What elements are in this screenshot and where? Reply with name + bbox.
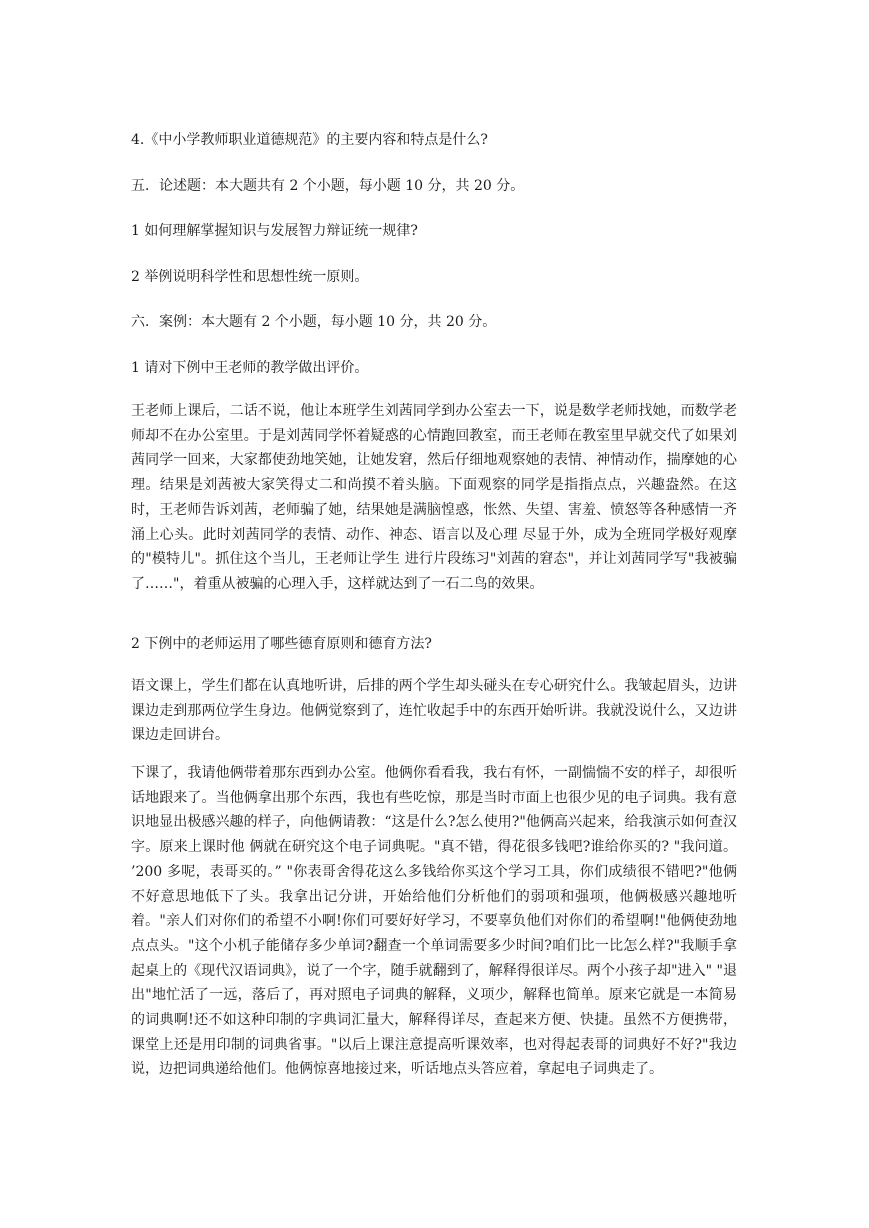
case-question-2: 2 下例中的老师运用了哪些德育原则和德育方法? <box>131 636 432 652</box>
essay-question-1: 1 如何理解掌握知识与发展智力辩证统一规律? <box>131 223 418 239</box>
section-six-heading: 六．案例：本大题有 2 个小题，每小题 10 分，共 20 分。 <box>131 314 497 330</box>
section-five-heading: 五．论述题：本大题共有 2 个小题，每小题 10 分，共 20 分。 <box>131 178 525 194</box>
case-question-1: 1 请对下例中王老师的教学做出评价。 <box>131 360 369 376</box>
case-2-paragraph-2: 下课了，我请他俩带着那东西到办公室。他俩你看看我，我右有怀，一副惴惴不安的样子，却很听话地跟来了。当他俩拿出那个东西，我也有些吃惊，那是当时市面上也很少见的电子词典。我有意识地显出极感兴趣的样子，向他俩请教：“这是什么?怎么使用?"他俩高兴起来，给我演示如何查汉字。原来上课时他 俩就在研究这个电子词典呢。"真不错，得花很多钱吧?谁给你买的? "我问道。 ’200 多呢，表哥买的。” "你表哥舍得花这么多钱给你买这个学习工具，你们成绩很不错吧?"他俩不好意思地低下了头。我拿出记分讲，开始给他们分析他们的弱项和强项，他俩极感兴趣地听着。"亲人们对你们的希望不小啊!你们可要好好学习，不要辜负他们对你们的希望啊!"他俩使劲地点点头。"这个小机子能储存多少单词?翻查一个单词需要多少时间?咱们比一比怎么样?"我顺手拿起桌上的《现代汉语词典》，说了一个字，随手就翻到了，解释得很详尽。两个小孩子却"进入" "退出"地忙活了一远，落后了，再对照电子词典的解释，义项少，解释也简单。原来它就是一本简易的词典啊!还不如这种印制的字典词汇量大，解释得详尽，查起来方便、快捷。虽然不方便携带，课堂上还是用印制的词典省事。"以后上课注意提高听课效率，也对得起表哥的词典好不好?"我边说，边把词典递给他们。他俩惊喜地接过来，听话地点头答应着，拿起电子词典走了。 <box>131 765 737 1078</box>
essay-question-2: 2 举例说明科学性和思想性统一原则。 <box>131 269 369 285</box>
case-1-paragraph: 王老师上课后，二话不说，他让本班学生刘茜同学到办公室去一下，说是数学老师找她，而数学老师却不在办公室里。于是刘茜同学怀着疑惑的心情跑回教室，而王老师在教室里早就交代了如果刘茜同学一回来，大家都使劲地笑她，让她发窘，然后仔细地观察她的表情、神情动作，揣摩她的心理。结果是刘茜被大家笑得丈二和尚摸不着头脑。下面观察的同学是指指点点，兴趣盎然。在这时，王老师告诉刘茜，老师骗了她，结果她是满脑惶惑，怅然、失望、害羞、愤怒等各种感情一齐涌上心头。此时刘茜同学的表情、动作、神态、语言以及心理 尽显于外，成为全班同学极好观摩的"模特儿"。抓住这个当儿，王老师让学生 进行片段练习"刘茜的窘态"，并让刘茜同学写"我被骗了……"，着重从被骗的心理入手，这样就达到了一石二鸟的效果。 <box>131 403 737 592</box>
question-4: 4.《中小学教师职业道德规范》的主要内容和特点是什么? <box>131 132 488 148</box>
case-2-paragraph-1: 语文课上，学生们都在认真地听讲，后排的两个学生却头碰头在专心研究什么。我皱起眉头，边讲课边走到那两位学生身边。他俩觉察到了，连忙收起手中的东西开始听讲。我就没说什么，又边讲课边走回讲台。 <box>131 678 737 744</box>
